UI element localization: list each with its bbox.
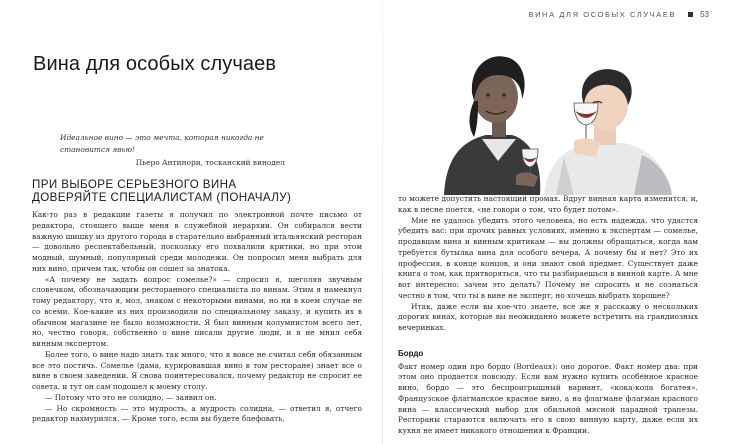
paragraph: Более того, о вине надо знать так много, что я вовсе не считал себя обязанным все это постичь. Сомелье (дама, курировавшая вино в том ресторане) знает все о вине в своем заведении. Я снова поинтересовался, почему редактор не спросит ее совета, и тут он сам подошел к моему столу. xyxy=(32,349,362,391)
paragraph: — Потому что это не солидно, — заявил он. xyxy=(45,392,217,402)
paragraph: то можете допустить настоящий промах. Вдруг винная карта изменится, и, как в песне поется, «не говори о том, что будет потом». xyxy=(398,194,698,214)
paragraph: Факт номер один про бордо (Bordeaux): оно дорогое. Факт номер два: при этом оно продается повсюду. Если вам нужно купить особенное красное вино, бордо — это беспроигрышный вариант, «кока-кола богатея». Французское флагманское красное вино, а на флагмане флагман красного вина — классический выбор для обильной мясной парадной трапезы. Рестораны стараются включать его в свою винную карту, даже если их кухня не имеет никакого отношения к Франции. xyxy=(398,361,698,435)
paragraph: Мне не удалось убедить этого человека, но есть надежда, что удастся убедить вас: при прочих равных условиях, именно к экспертам — сомелье, продавцам вина и винным критикам — вы должны обращаться, когда вам требуется бутылка вина для особого вечера. А почему бы и нет? Это их профессия, в конце концов, и они знают свой предмет. Существует даже книга о том, как притворяться, что ты разбираешься в винной карте. А мне вот интересно: зачем это делать? Почему не спросить и не сознаться честно в том, что ты в вине не эксперт, но хочешь выбрать хорошее? xyxy=(398,215,698,300)
epigraph xyxy=(60,132,285,169)
running-header-title: ВИНА ДЛЯ ОСОБЫХ СЛУЧАЕВ xyxy=(528,9,677,19)
page-title: Вина для особых случаев xyxy=(33,53,277,76)
paragraph: Как-то раз в редакции газеты я получил по электронной почте письмо от редактора, стоящего выше меня в служебной иерархии. Он собирался вести важную шишку из другого города в старательно выбранный итальянский ресторан — довольно респектабельный, поскольку его похвалили критики, но при этом модный, шумный, популярный среди молодежи. Он попросил меня выбрать для них вино, причем так, чтобы он сошел за знатока. xyxy=(32,210,362,273)
epigraph-quote: Идеальное вино — это мечта, которая никогда не становится явью! xyxy=(60,133,264,154)
wine-tasting-couple-illustration xyxy=(424,45,676,195)
paragraph: Итак, даже если вы кое-что знаете, все же я расскажу о нескольких дорогих винах, которые вы неожиданно можете встретить на грандиозных вечеринках. xyxy=(398,301,698,332)
running-header xyxy=(528,7,709,21)
epigraph-author: Пьеро Антинори, тосканский винодел xyxy=(135,158,285,168)
subsection-heading: Бордо xyxy=(398,348,424,358)
left-column-text xyxy=(32,210,362,425)
page-number: 53 xyxy=(700,9,709,19)
paragraph: «А почему не задать вопрос сомелье?» — спросил я, щеголяя звучным словечком, обозначающим ресторанного специалиста по винам. Этим я намекнул тому редактору, что я, мол, знаком с некоторыми винами, но ни в коем случае не со всеми. Кое-какие из них производили по специальному заказу, и купить их в обычном магазине не было возможности. Я был винным колумнистом всего лет, но, честно говоря, собственно о вине писали другие люди, и я не мнил себя винным экспертом. xyxy=(32,274,362,348)
right-column-text xyxy=(398,194,698,437)
section-heading xyxy=(32,178,362,204)
header-square-icon xyxy=(688,12,693,17)
paragraph: — Но скромность — это мудрость, а мудрость солидна, — ответил я, отчего редактор нахмурился. — Кроме того, если вы будете блефовать, xyxy=(32,403,362,424)
page-gutter xyxy=(382,0,383,444)
section-heading-line-1: ПРИ ВЫБОРЕ СЕРЬЕЗНОГО ВИНА xyxy=(32,178,237,191)
section-heading-line-2: ДОВЕРЯЙТЕ СПЕЦИАЛИСТАМ (ПОНАЧАЛУ) xyxy=(32,191,292,204)
